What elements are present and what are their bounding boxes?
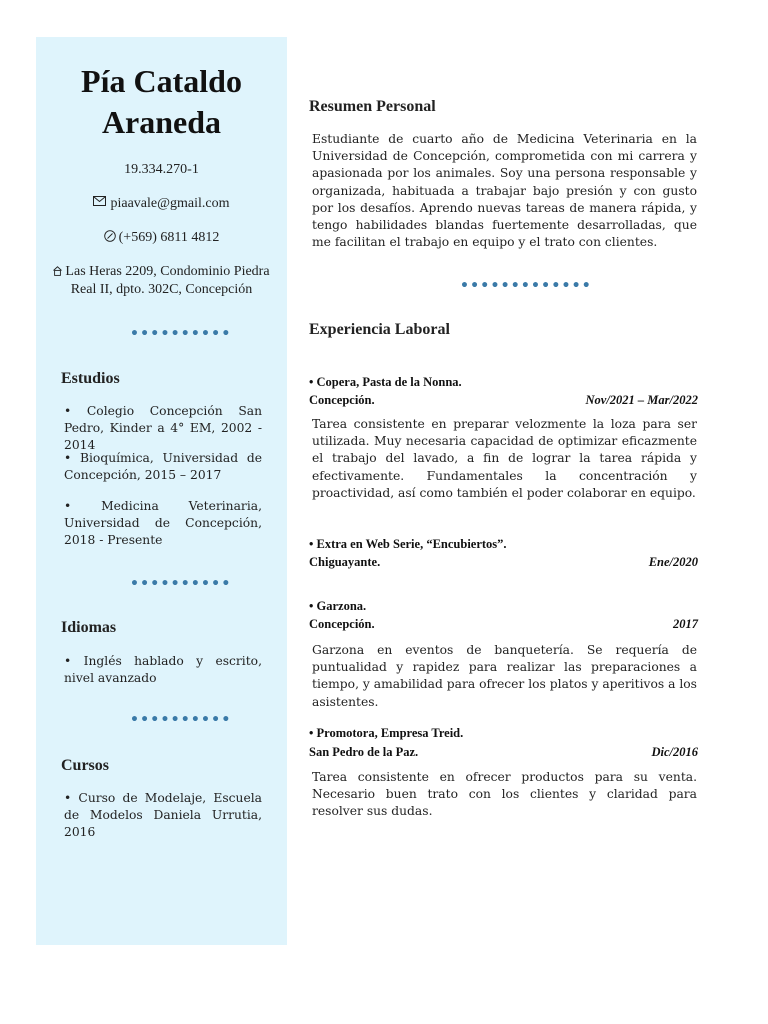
separator-dots: ••••••••••••• [460, 278, 592, 294]
courses-item: • Curso de Modelaje, Escuela de Modelos Daniela Urrutia, 2016 [64, 791, 262, 839]
rut-number: 19.334.270-1 [124, 162, 199, 177]
studies-heading: Estudios [61, 370, 120, 387]
summary-heading: Resumen Personal [309, 98, 436, 115]
job-meta [309, 555, 698, 570]
job-meta [309, 617, 698, 632]
job-title: • Copera, Pasta de la Nonna. [309, 375, 462, 389]
summary-text: Estudiante de cuarto año de Medicina Veterinaria en la Universidad de Concepción, comprometida con mi carrera y apasionada por los animales. Soy una persona responsable y organizada, habituada a trabajar bajo presión y con gusto por los desafíos. Aprendo nuevas tareas de manera rápida, y tengo habilidades blandas fuertemente desarrolladas, que me facilitan el trabajo en equipo y el trato con clientes. [312, 132, 697, 250]
email-text: piaavale@gmail.com [110, 196, 230, 211]
separator-dots: •••••••••• [130, 326, 232, 342]
studies-item: • Medicina Veterinaria, Universidad de Concepción, 2018 - Presente [64, 499, 262, 547]
home-icon [53, 264, 62, 274]
courses-heading: Cursos [61, 757, 110, 774]
job-date: 2017 [673, 617, 698, 631]
separator-dots: •••••••••• [130, 576, 232, 592]
job-description: Garzona en eventos de banquetería. Se requería de puntualidad y rapidez para realizar las preparaciones a tiempo, y amabilidad para ofrecer los platos y aperitivos a los asistentes. [312, 643, 697, 709]
job-place: San Pedro de la Paz. [309, 745, 419, 759]
languages-item: • Inglés hablado y escrito, nivel avanzado [64, 654, 262, 685]
mail-icon [93, 196, 106, 206]
job-place: Concepción. [309, 393, 375, 407]
phone-icon [104, 230, 116, 242]
job-place: Concepción. [309, 617, 375, 631]
phone-line [36, 230, 287, 246]
job-place: Chiguayante. [309, 555, 381, 569]
address-text: Las Heras 2209, Condominio Piedra Real II, dpto. 302C, Concepción [65, 264, 270, 297]
languages-heading: Idiomas [61, 619, 117, 636]
email-line [36, 196, 287, 212]
name-line-2: Araneda [101, 104, 222, 140]
job-date: Nov/2021 – Mar/2022 [585, 393, 698, 407]
job-description: Tarea consistente en ofrecer productos para su venta. Necesario buen trato con los clientes y claridad para resolver sus dudas. [312, 770, 697, 819]
job-title: • Extra en Web Serie, “Encubiertos”. [309, 537, 507, 551]
studies-item: • Bioquímica, Universidad de Concepción, 2015 – 2017 [64, 451, 262, 482]
job-meta [309, 745, 698, 760]
job-title: • Garzona. [309, 599, 367, 613]
name-line-1: Pía Cataldo [81, 63, 242, 99]
job-title: • Promotora, Empresa Treid. [309, 726, 464, 740]
experience-heading: Experiencia Laboral [309, 321, 450, 338]
candidate-name [36, 61, 287, 143]
separator-dots: •••••••••• [130, 712, 232, 728]
address-line [36, 263, 287, 299]
studies-item: • Colegio Concepción San Pedro, Kinder a 4° EM, 2002 - 2014 [64, 404, 262, 452]
job-date: Ene/2020 [648, 555, 698, 569]
job-description: Tarea consistente en preparar velozmente la loza para ser utilizada. Muy necesaria capacidad de optimizar eficazmente el trabajo del lavado, a fin de lograr la tarea rápida y efectivamente. Fundamentales la concentración y proactividad, así como también el poder colaborar en equipo. [312, 417, 697, 500]
job-meta [309, 393, 698, 408]
phone-text: (+569) 6811 4812 [118, 230, 220, 245]
job-date: Dic/2016 [651, 745, 698, 759]
